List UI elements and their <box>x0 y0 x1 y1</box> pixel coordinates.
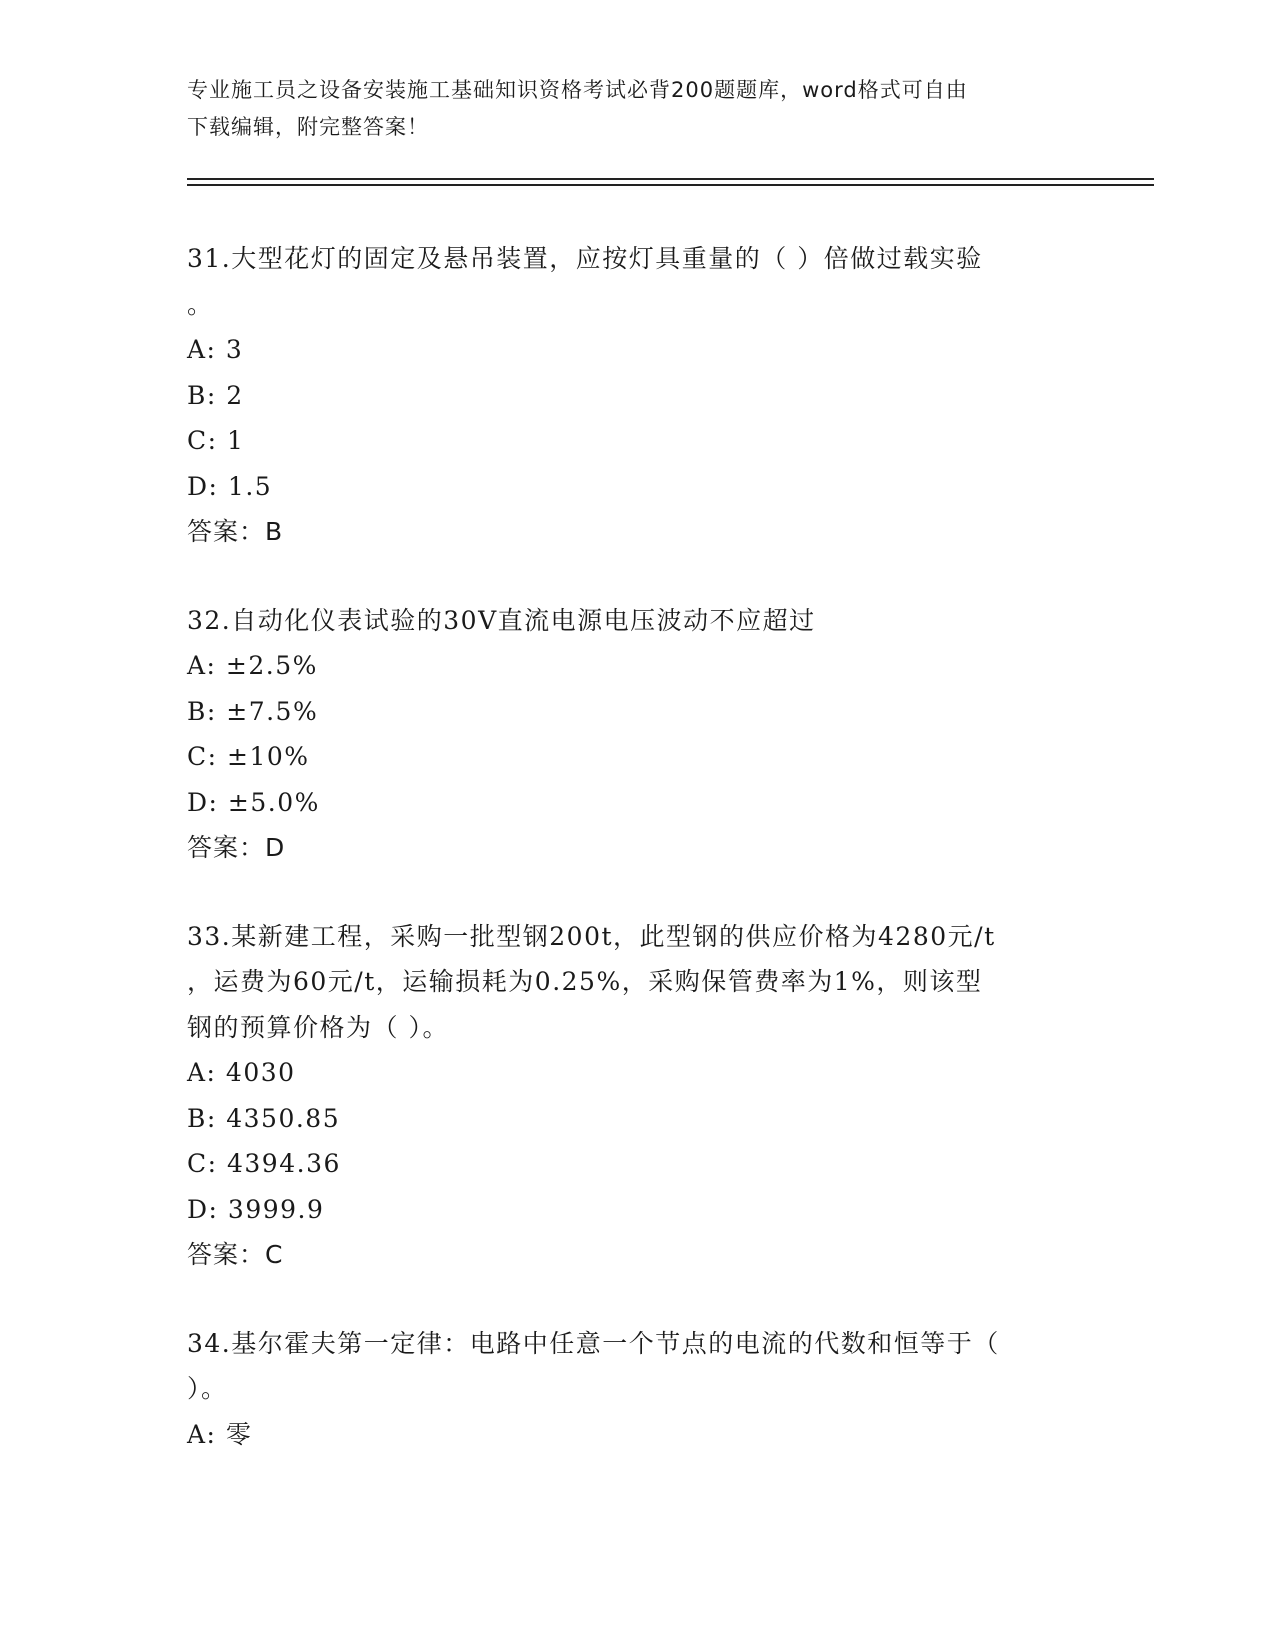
answer-line: 答案：C <box>187 1240 284 1269</box>
option-d: D: ±5.0% <box>187 787 320 817</box>
question-31 <box>187 236 1067 555</box>
question-list <box>187 236 1067 1500</box>
header-rule-bottom <box>187 184 1154 186</box>
answer-line: 答案：D <box>187 833 286 862</box>
question-32 <box>187 598 1067 871</box>
option-c: C: 4394.36 <box>187 1149 341 1178</box>
option-a: A: 4030 <box>187 1058 296 1087</box>
question-34 <box>187 1321 1067 1458</box>
option-d: D: 1.5 <box>187 471 273 501</box>
option-a: A: 3 <box>187 335 244 364</box>
question-stem-line: 钢的预算价格为（ ）。 <box>187 1012 449 1042</box>
question-stem-line: ，运费为60元/t，运输损耗为0.25%，采购保管费率为1%，则该型 <box>187 967 983 996</box>
question-stem-line: ）。 <box>187 1374 228 1403</box>
option-a: A: 零 <box>187 1419 253 1449</box>
question-stem-line: 31.大型花灯的固定及悬吊装置，应按灯具重量的（ ）倍做过载实验 <box>187 244 983 273</box>
document-header <box>187 72 1087 146</box>
option-c: C: ±10% <box>187 742 310 771</box>
option-a: A: ±2.5% <box>187 651 318 680</box>
header-rule-top <box>187 178 1154 180</box>
option-b: B: ±7.5% <box>187 696 319 726</box>
option-b: B: 2 <box>187 380 244 410</box>
header-line-2: 下载编辑，附完整答案！ <box>187 115 429 139</box>
header-line-1: 专业施工员之设备安装施工基础知识资格考试必背200题题库，word格式可自由 <box>187 78 968 102</box>
option-c: C: 1 <box>187 426 245 455</box>
option-b: B: 4350.85 <box>187 1103 341 1133</box>
question-stem-line: 33.某新建工程，采购一批型钢200t，此型钢的供应价格为4280元/t <box>187 921 996 951</box>
option-d: D: 3999.9 <box>187 1194 325 1224</box>
question-stem-line: 32.自动化仪表试验的30V直流电源电压波动不应超过 <box>187 605 816 635</box>
question-stem-line: 34.基尔霍夫第一定律：电路中任意一个节点的电流的代数和恒等于（ <box>187 1328 1000 1358</box>
question-stem-line: 。 <box>187 289 214 319</box>
question-33 <box>187 914 1067 1278</box>
answer-line: 答案：B <box>187 517 284 546</box>
